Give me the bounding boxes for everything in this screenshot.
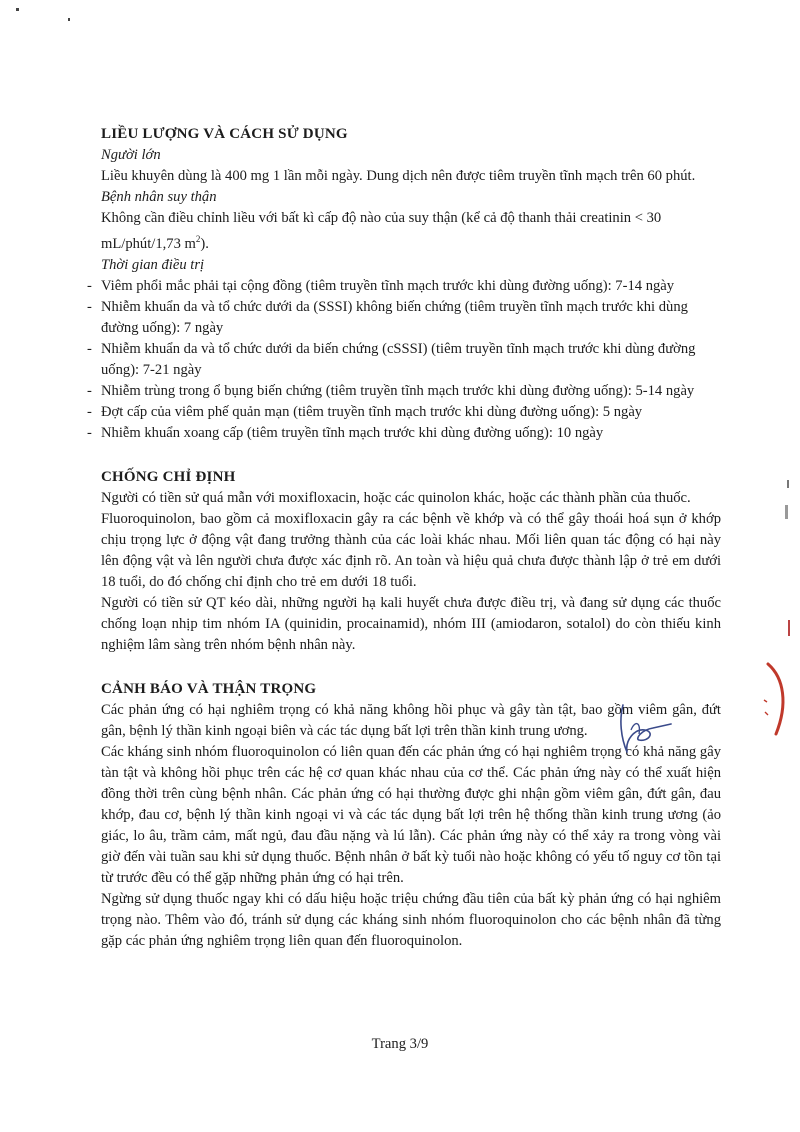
paragraph: Fluoroquinolon, bao gồm cả moxifloxacin gây ra các bệnh về khớp và có thể gây thoái hoá sụn ở khớp chịu trọng lực ở động vật đang trưởng thành của các loài khác nhau. Mối liên quan tác động có hại này lên động vật và lên người chưa được xác định rõ. An toàn và hiệu quả chưa được thành lập ở trẻ em dưới 18 tuổi, do đó chống chỉ định cho trẻ em dưới 18 tuổi. (101, 510, 721, 590)
list-item: - Nhiễm trùng trong ổ bụng biến chứng (tiêm truyền tĩnh mạch trước khi dùng đường uống): 5-14 ngày (87, 381, 721, 402)
scan-speck (16, 8, 19, 11)
subheading-renal: Bệnh nhân suy thận (101, 189, 217, 205)
paragraph: Người có tiền sử quá mẫn với moxifloxacin, hoặc các quinolon khác, hoặc các thành phần của thuốc. (101, 489, 691, 506)
section-heading: CẢNH BÁO VÀ THẬN TRỌNG (101, 680, 317, 697)
document-body (101, 123, 721, 952)
subheading-duration: Thời gian điều trị (101, 256, 205, 273)
subheading-adults: Người lớn (101, 147, 161, 163)
dosage-section (101, 123, 721, 444)
superscript: 2 (195, 234, 201, 244)
section-heading: CHỐNG CHỈ ĐỊNH (101, 468, 236, 485)
paragraph: Người có tiền sử QT kéo dài, những người hạ kali huyết chưa được điều trị, và đang sử dụng các thuốc chống loạn nhịp tim nhóm IA (quinidin, procainamid), nhóm III (amiodaron, sotalol) do còn thiếu kinh nghiệm lâm sàng trên nhóm bệnh nhân này. (101, 594, 721, 653)
duration-list (101, 276, 721, 444)
paragraph-renal (101, 208, 721, 255)
signature-icon (605, 700, 675, 760)
page-number: Trang 3/9 (371, 1036, 429, 1052)
list-item: - Nhiễm khuẩn xoang cấp (tiêm truyền tĩnh mạch trước khi dùng đường uống): 10 ngày (87, 423, 721, 444)
scan-speck (785, 505, 788, 519)
text-span: ). (200, 235, 209, 252)
list-item: - Nhiễm khuẩn da và tổ chức dưới da biến chứng (cSSSI) (tiêm truyền tĩnh mạch trước khi dùng đường uống): 7-21 ngày (87, 339, 721, 381)
scan-speck (68, 18, 70, 21)
list-item: - Đợt cấp của viêm phế quản mạn (tiêm truyền tĩnh mạch trước khi dùng đường uống): 5 ngày (87, 402, 721, 423)
scan-speck (787, 480, 789, 488)
list-item: - Nhiễm khuẩn da và tổ chức dưới da (SSSI) không biến chứng (tiêm truyền tĩnh mạch trước khi dùng đường uống): 7 ngày (87, 297, 721, 339)
paragraph: Các phản ứng có hại nghiêm trọng có khả năng không hồi phục và gây tàn tật, bao gồm viêm gân, đứt gân, bệnh lý thần kinh ngoại biên và các tác dụng bất lợi trên thần kinh trung ương. (101, 701, 721, 739)
list-item: - Viêm phổi mắc phải tại cộng đồng (tiêm truyền tĩnh mạch trước khi dùng đường uống): 7-14 ngày (87, 276, 721, 297)
paragraph: Các kháng sinh nhóm fluoroquinolon có liên quan đến các phản ứng có hại nghiêm trọng có khả năng gây tàn tật và không hồi phục trên các hệ cơ quan khác nhau của cơ thể. Các phản ứng này có thể xuất hiện đồng thời trên cùng bệnh nhân. Các phản ứng có hại thường được ghi nhận gồm viêm gân, đứt gân, đau khớp, đau cơ, bệnh lý thần kinh ngoại vi và các tác dụng bất lợi trên hệ thống thần kinh trung ương (ảo giác, lo âu, trầm cảm, mất ngủ, đau đầu nặng và lú lẫn). Các phản ứng này có thể xảy ra trong vòng vài giờ đến vài tuần sau khi sử dụng thuốc. Bệnh nhân ở bất kỳ tuổi nào hoặc không có yếu tố nguy cơ tồn tại từ trước đều có thể gặp những phản ứng có hại trên. (101, 743, 721, 886)
stamp-edge-icon (762, 660, 792, 740)
paragraph: Liều khuyên dùng là 400 mg 1 lần mỗi ngày. Dung dịch nên được tiêm truyền tĩnh mạch trên 60 phút. (101, 168, 696, 184)
text-span: Không cần điều chỉnh liều với bất kì cấp độ nào của suy thận (kể cả độ thanh thải creatinin < 30 mL/phút/1,73 m (101, 210, 662, 252)
paragraph: Ngừng sử dụng thuốc ngay khi có dấu hiệu hoặc triệu chứng đầu tiên của bất kỳ phản ứng có hại nghiêm trọng nào. Thêm vào đó, tránh sử dụng các kháng sinh nhóm fluoroquinolon cho các bệnh nhân đã từng gặp các phản ứng nghiêm trọng liên quan đến fluoroquinolon. (101, 890, 721, 949)
section-heading: LIỀU LƯỢNG VÀ CÁCH SỬ DỤNG (101, 126, 348, 142)
scan-speck (788, 620, 790, 636)
contraindications-section (101, 466, 721, 656)
